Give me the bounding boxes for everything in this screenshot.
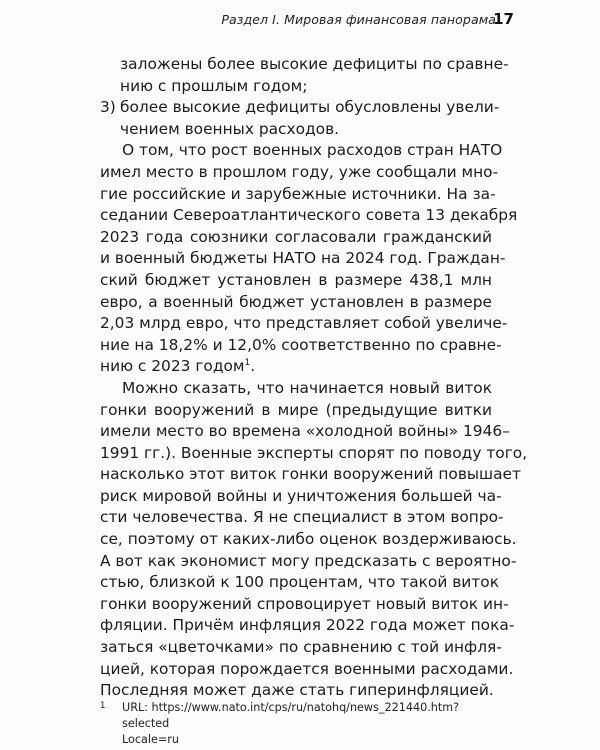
text-line: насколько этот виток гонки вооружений повышает [100, 465, 521, 484]
text-line: 2,03 млрд евро, что представляет собой увеличе- [100, 314, 508, 333]
text-line: имели место во времена «холодной войны» 1946– [100, 422, 510, 441]
text-line: 2023 года союзники согласовали гражданский [100, 227, 492, 246]
page-number: 17 [493, 10, 514, 28]
footnote [100, 700, 500, 748]
paragraph-arms-race [100, 378, 528, 702]
text-line: ние на 18,2% и 12,0% соответственно по сравне- [100, 335, 502, 354]
text-line-last [100, 356, 492, 378]
text-line: О том, что рост военных расходов стран НАТО [122, 141, 503, 160]
text-line: нию с прошлым годом; [120, 76, 308, 95]
footnote-mark: 1 [100, 701, 106, 711]
text-fragment: . [250, 357, 256, 376]
list-item-3 [100, 97, 500, 140]
text-line: стью, близкой к 100 процентам, что такой виток [100, 573, 499, 592]
text-line: гонки вооружений в мире (предыдущие витки [100, 400, 492, 419]
list-item-2-continuation [100, 54, 509, 97]
text-line: более высокие дефициты обусловлены увели- [120, 98, 500, 117]
text-line: и военный бюджеты НАТО на 2024 год. Граждан- [100, 249, 506, 268]
text-line: имел место в прошлом году, уже сообщали мно- [100, 162, 499, 181]
text-line: седании Североатлантического совета 13 декабря [100, 206, 518, 225]
text-line: заложены более высокие дефициты по сравне- [120, 55, 509, 73]
text-line: А вот как экономист могу предсказать с вероятно- [100, 551, 517, 570]
body-text [100, 54, 528, 702]
running-header: Раздел I. Мировая финансовая панорама [221, 12, 496, 27]
footnote-url-line: Locale=ru [122, 733, 179, 746]
text-line: ский бюджет установлен в размере 438,1 млн [100, 270, 492, 289]
text-line: Можно сказать, что начинается новый виток [122, 378, 492, 397]
text-line: 1991 гг.). Военные эксперты спорят по поводу того, [100, 443, 528, 462]
text-line-last: Последняя может даже стать гиперинфляцией. [100, 681, 494, 700]
paragraph-nato-budget [100, 140, 518, 378]
text-line: сти человечества. Я не специалист в этом вопро- [100, 508, 504, 527]
text-line: гие российские и зарубежные источники. На за- [100, 184, 496, 203]
text-line: гонки вооружений спровоцирует новый виток ин- [100, 594, 509, 613]
text-fragment: нию с 2023 годом [100, 357, 245, 376]
text-line: евро, а военный бюджет установлен в размере [100, 292, 492, 311]
list-line [100, 97, 500, 119]
text-line: цией, которая порождается военными расходами. [100, 659, 514, 678]
footnote-reference: 1 [244, 358, 251, 369]
text-line: се, поэтому от каких-либо оценок воздерживаюсь. [100, 530, 517, 549]
text-line: фляции. Причём инфляция 2022 года может пока- [100, 616, 515, 635]
text-line: риск мировой войны и уничтожения большей ча- [100, 486, 502, 505]
list-number: 3) [100, 98, 116, 117]
text-line: заться «цветочками» по сравнению с той инфля- [100, 638, 502, 657]
text-line: чением военных расходов. [120, 119, 340, 138]
footnote-url-line: URL: https://www.nato.int/cps/ru/natohq/news_221440.htm?selected [122, 701, 460, 730]
